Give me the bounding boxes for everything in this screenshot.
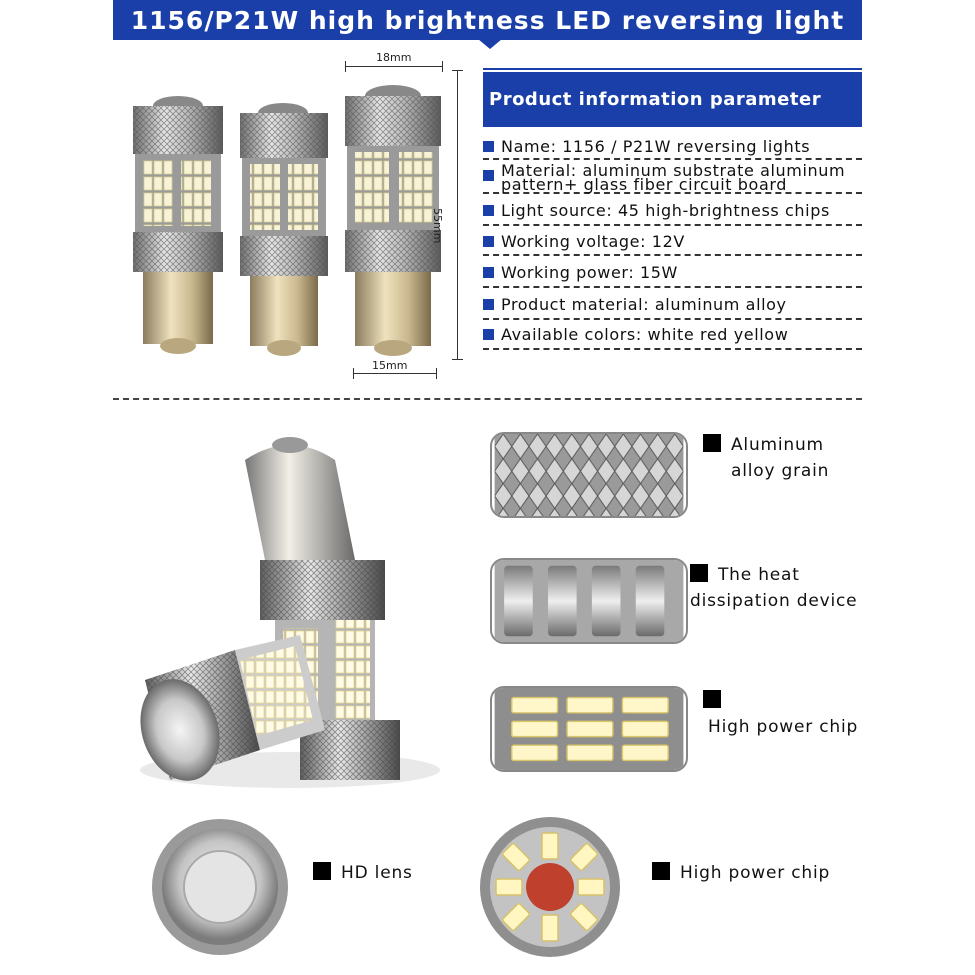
label-high-power-chip	[703, 688, 858, 740]
label-text: High power chip	[680, 863, 831, 883]
section-divider	[113, 398, 862, 400]
dim-tick	[345, 61, 346, 72]
dim-line-height	[457, 70, 458, 360]
label-aluminum-grain	[703, 432, 829, 484]
dim-tick	[442, 61, 443, 72]
label-line2: dissipation device	[690, 591, 858, 611]
page-title-text: 1156/P21W high brightness LED reversing light	[130, 5, 845, 35]
spec-row	[483, 290, 862, 320]
spec-material-line2: pattern+ glass fiber circuit board	[501, 175, 788, 194]
label-line2: alloy grain	[731, 461, 830, 481]
dim-base-width: 15mm	[372, 359, 408, 372]
label-high-power-chip-ring	[652, 860, 830, 886]
square-bullet-icon	[703, 434, 721, 452]
label-line1: The heat	[718, 565, 800, 585]
bullet-icon	[483, 329, 494, 340]
thumb-aluminum-grain	[490, 432, 688, 518]
thumb-heat-dissipation	[490, 558, 688, 644]
bullet-icon	[483, 299, 494, 310]
dim-line-base	[353, 373, 437, 374]
square-bullet-icon	[703, 690, 721, 708]
dim-tick	[436, 368, 437, 379]
square-bullet-icon	[313, 862, 331, 880]
spec-product-material: Product material: aluminum alloy	[501, 294, 787, 314]
thumb-high-power-chip	[490, 686, 688, 772]
spec-light-source: Light source: 45 high-brightness chips	[501, 200, 830, 220]
info-header-top-rule	[483, 68, 862, 70]
spec-name: Name: 1156 / P21W reversing lights	[501, 136, 811, 156]
spec-material-line1: Material: aluminum substrate aluminum	[501, 161, 846, 180]
spec-power: Working power: 15W	[501, 262, 678, 282]
square-bullet-icon	[690, 564, 708, 582]
bullet-icon	[483, 170, 494, 181]
spec-material-block	[501, 161, 846, 194]
spec-row	[483, 258, 862, 288]
product-photo-three-bulbs	[113, 48, 478, 393]
spec-row	[483, 134, 862, 160]
dim-line-top	[345, 66, 443, 67]
bulb-right	[345, 85, 441, 356]
bullet-icon	[483, 205, 494, 216]
bullet-icon	[483, 267, 494, 278]
bulb-middle	[240, 103, 328, 356]
page-title	[113, 0, 862, 40]
spec-row	[483, 196, 862, 226]
label-text: HD lens	[341, 863, 413, 883]
square-bullet-icon	[652, 862, 670, 880]
info-header	[483, 72, 862, 127]
label-line1: Aluminum	[731, 435, 824, 455]
dim-height: 55mm	[431, 208, 444, 244]
dim-top-width: 18mm	[376, 51, 412, 64]
thumb-hd-lens	[150, 817, 290, 957]
label-text: High power chip	[708, 717, 859, 737]
bullet-icon	[483, 141, 494, 152]
spec-voltage: Working voltage: 12V	[501, 231, 685, 251]
info-header-text: Product information parameter	[489, 89, 822, 110]
product-photo-two-bulbs	[125, 420, 455, 800]
thumb-high-power-chip-ring	[478, 815, 623, 960]
spec-row	[483, 320, 862, 350]
bullet-icon	[483, 236, 494, 247]
dim-tick	[452, 359, 463, 360]
spec-row	[483, 162, 862, 194]
dim-tick	[452, 70, 463, 71]
spec-row	[483, 228, 862, 256]
label-heat-dissipation	[690, 562, 857, 614]
dim-tick	[353, 368, 354, 379]
title-notch	[478, 39, 502, 49]
spec-colors: Available colors: white red yellow	[501, 324, 789, 344]
label-hd-lens	[313, 860, 413, 886]
bulb-left	[133, 96, 223, 354]
